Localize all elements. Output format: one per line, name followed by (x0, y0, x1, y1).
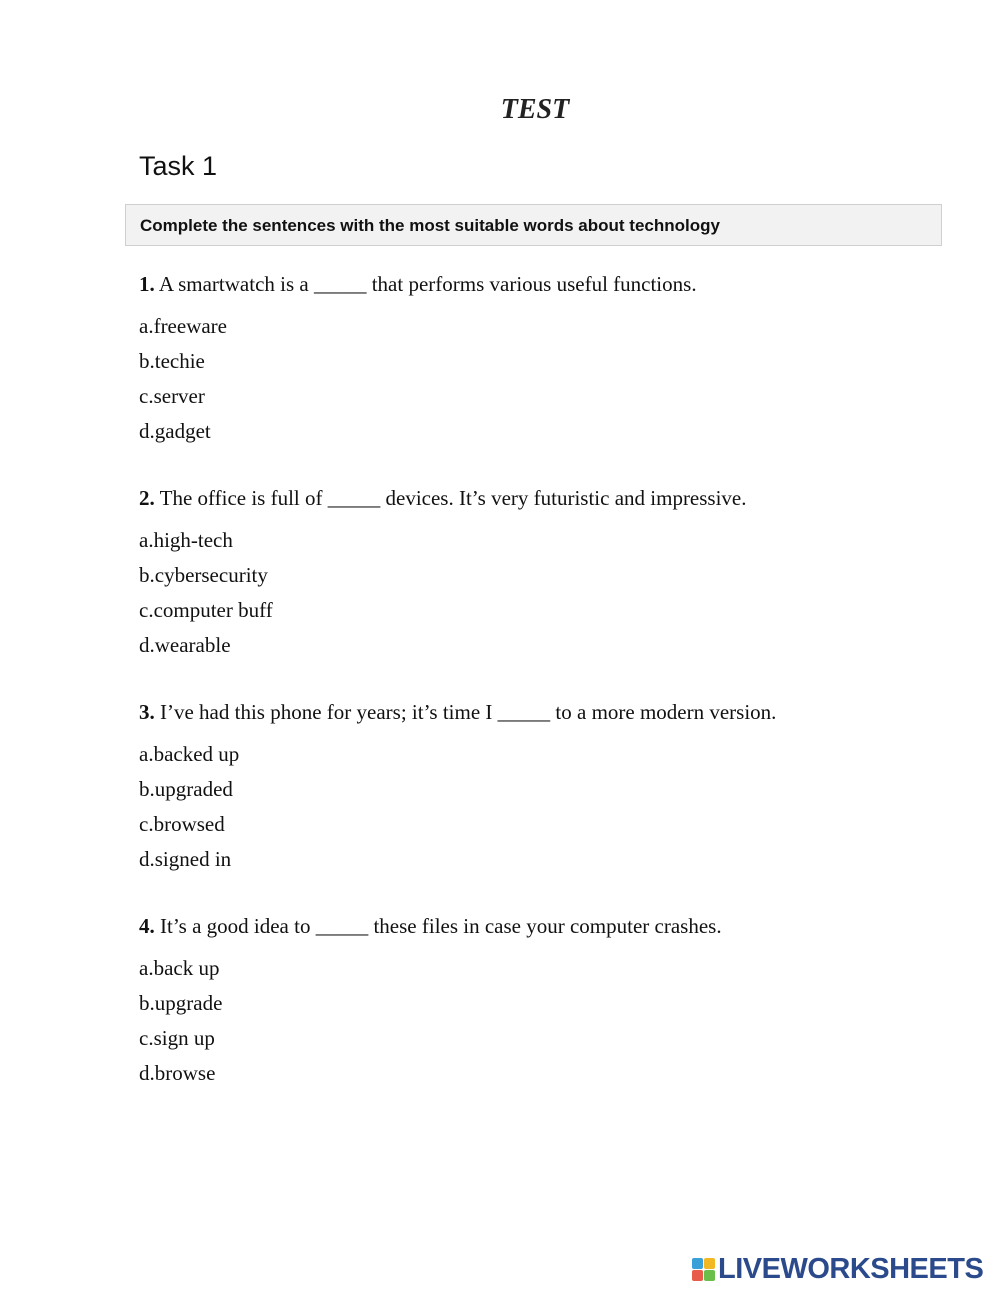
option-a[interactable]: a.back up (139, 956, 220, 980)
options-list (139, 951, 939, 1091)
task-heading: Task 1 (139, 151, 218, 181)
task-instruction: Complete the sentences with the most suitable words about technology (125, 204, 942, 246)
question-text: The office is full of _____ devices. It’s very futuristic and impressive. (154, 486, 747, 510)
logo-block (704, 1258, 715, 1269)
option-c[interactable]: c.server (139, 384, 205, 408)
logo-block (692, 1258, 703, 1269)
option-b[interactable]: b.upgraded (139, 777, 233, 801)
option-b[interactable]: b.techie (139, 349, 205, 373)
question-number: 4. (139, 914, 155, 938)
logo-block (704, 1270, 715, 1281)
question-3 (139, 698, 939, 877)
option-c[interactable]: c.computer buff (139, 598, 273, 622)
question-stem (139, 270, 939, 298)
logo-text: LIVEWORKSHEETS (718, 1253, 984, 1285)
options-list (139, 523, 939, 663)
question-stem (139, 912, 939, 940)
option-c[interactable]: c.browsed (139, 812, 225, 836)
logo-blocks-icon (692, 1258, 715, 1281)
option-d[interactable]: d.wearable (139, 633, 231, 657)
option-d[interactable]: d.gadget (139, 419, 211, 443)
question-1 (139, 270, 939, 449)
option-b[interactable]: b.upgrade (139, 991, 223, 1015)
question-stem (139, 698, 939, 726)
question-number: 1. (139, 272, 155, 296)
option-c[interactable]: c.sign up (139, 1026, 215, 1050)
option-a[interactable]: a.freeware (139, 314, 227, 338)
options-list (139, 737, 939, 877)
question-text: It’s a good idea to _____ these files in case your computer crashes. (154, 914, 722, 938)
question-number: 2. (139, 486, 155, 510)
question-4 (139, 912, 939, 1091)
question-stem (139, 484, 939, 512)
liveworksheets-logo (692, 1254, 983, 1284)
question-2 (139, 484, 939, 663)
question-text: A smartwatch is a _____ that performs various useful functions. (154, 272, 697, 296)
option-a[interactable]: a.high-tech (139, 528, 233, 552)
logo-block (692, 1270, 703, 1281)
page-title: TEST (500, 94, 570, 125)
option-d[interactable]: d.browse (139, 1061, 216, 1085)
options-list (139, 309, 939, 449)
option-d[interactable]: d.signed in (139, 847, 232, 871)
option-a[interactable]: a.backed up (139, 742, 240, 766)
question-text: I’ve had this phone for years; it’s time I _____ to a more modern version. (154, 700, 777, 724)
option-b[interactable]: b.cybersecurity (139, 563, 268, 587)
question-number: 3. (139, 700, 155, 724)
